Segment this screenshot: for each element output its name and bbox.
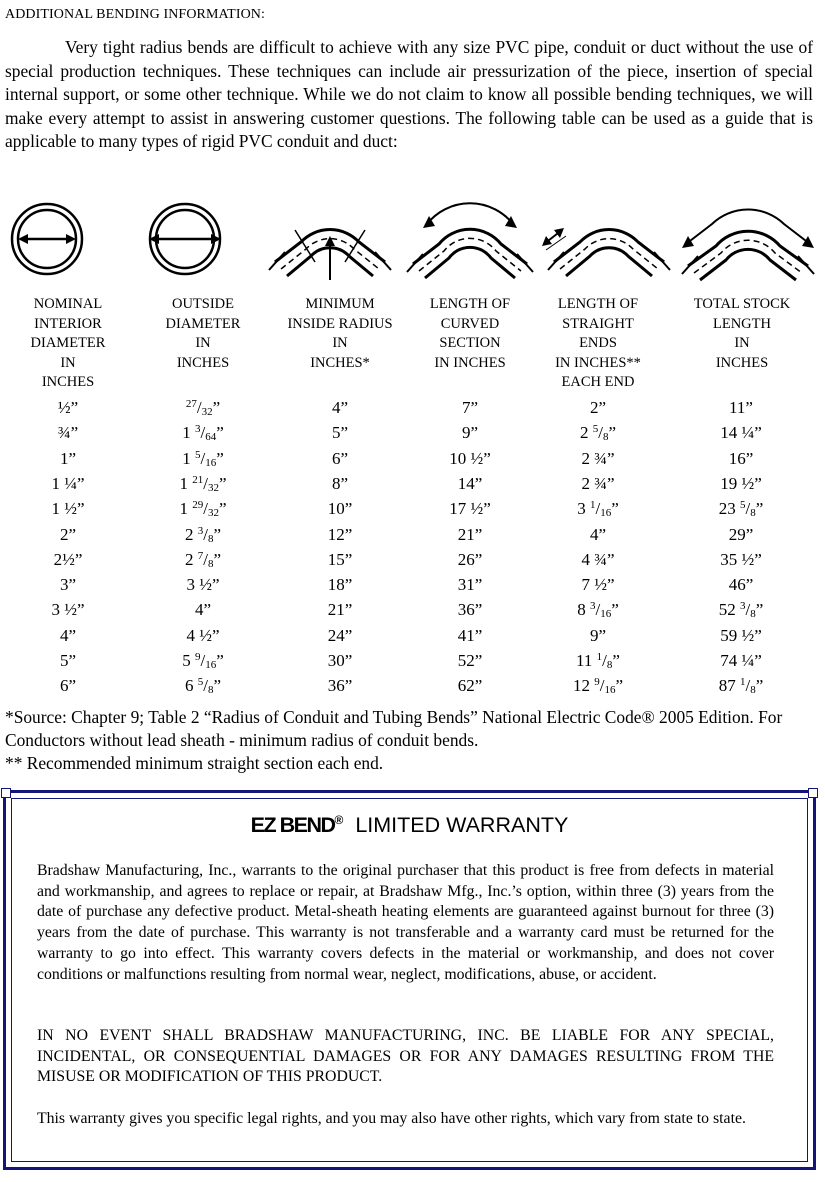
table-cell: 26” [457, 549, 483, 569]
warranty-paragraph-3: This warranty gives you specific legal rights, and you may also have other rights, which vary from state to state. [37, 1110, 746, 1127]
table-row [0, 575, 825, 600]
header-line: IN [332, 335, 348, 351]
table-cell: 10 ½” [449, 448, 491, 468]
table-row [0, 600, 825, 625]
table-cell: 18” [327, 575, 353, 595]
table-cell: 6” [59, 676, 77, 696]
header-line: MINIMUM [305, 296, 375, 312]
table-cell: 24” [327, 625, 353, 645]
table-cell: 7” [461, 398, 479, 417]
header-line: EACH END [561, 374, 635, 390]
bend-curved-length-icon [405, 194, 535, 282]
table-cell: 5 $^9/_{16}$” [182, 651, 224, 671]
table-cell: 2 $^3/_8$” [184, 524, 222, 545]
table-row [0, 550, 825, 575]
header-minimum-inside-radius [270, 295, 410, 373]
table-cell: 2 $^5/_8$” [579, 423, 617, 444]
table-cell: 3 $^1/_{16}$” [577, 499, 619, 520]
header-line: INCHES* [310, 354, 370, 371]
header-line: INCHES [41, 374, 95, 390]
header-line: CURVED [440, 315, 500, 332]
table-cell: 74 ¼” [720, 651, 762, 670]
header-line: DIAMETER [30, 335, 106, 351]
table-cell: 19 ½” [720, 473, 762, 493]
table-cell: 4 ¾” [581, 549, 615, 569]
table-cell: 5” [331, 423, 349, 443]
table-cell: 11” [729, 398, 753, 417]
header-line: ENDS [579, 335, 617, 351]
table-cell: 12” [327, 524, 353, 544]
header-line: LENGTH [713, 315, 771, 332]
table-cell: 15” [327, 549, 353, 569]
warranty-box [3, 790, 816, 1170]
table-cell: 2 ¾” [581, 448, 615, 468]
table-cell: $^{27}/_{32}$” [185, 398, 221, 418]
header-line: OUTSIDE [171, 296, 235, 312]
table-cell: 4” [194, 600, 212, 620]
table-cell: 29” [728, 524, 754, 544]
table-cell: 59 ½” [720, 625, 762, 645]
bend-straight-ends-icon [540, 200, 675, 282]
header-line: NOMINAL [33, 296, 103, 312]
table-cell: 14 ¼” [720, 423, 762, 443]
table-cell: 31” [457, 575, 483, 595]
table-cell: 11 $^1/_8$” [576, 651, 620, 671]
corner-handle [808, 788, 818, 798]
table-row [0, 651, 825, 676]
header-line: IN INCHES** [555, 354, 641, 371]
footnote-source: *Source: Chapter 9; Table 2 “Radius of Conduit and Tubing Bends” National Electric Code® 2005 Edition. For Conductors without lead sheath - minimum radius of conduit bends. [5, 707, 783, 750]
table-cell: 21” [327, 600, 353, 620]
table-cell: 52 $^3/_8$” [718, 600, 764, 621]
header-line: SECTION [439, 335, 501, 351]
header-line: INCHES [715, 354, 769, 371]
table-cell: 2” [589, 398, 607, 417]
header-line: IN INCHES [434, 354, 506, 371]
table-cell: 2 $^7/_8$” [184, 549, 222, 570]
table-cell: 2 ¾” [581, 473, 615, 493]
header-straight-ends-length [538, 295, 658, 393]
table-cell: 30” [327, 651, 353, 670]
table-cell: 4” [59, 625, 77, 645]
table-cell: 9” [461, 423, 479, 443]
table-row [0, 474, 825, 499]
header-line: INTERIOR [34, 315, 102, 332]
table-row [0, 398, 825, 423]
pipe-outside-diameter-icon [145, 202, 225, 276]
table-cell: 6” [331, 448, 349, 468]
table-cell: 1 ¼” [51, 473, 85, 493]
table-cell: ½” [57, 398, 79, 417]
registered-mark: ® [334, 813, 344, 827]
table-cell: 35 ½” [720, 549, 762, 569]
table-cell: 10” [327, 499, 353, 519]
table-cell: 62” [457, 676, 483, 696]
table-cell: 36” [457, 600, 483, 620]
table-cell: 4” [589, 524, 607, 544]
brand-name: EZ BEND [250, 813, 335, 837]
header-nominal-interior-diameter [8, 295, 128, 393]
footnotes [5, 706, 817, 775]
table-cell: 3” [59, 575, 77, 595]
table-row [0, 525, 825, 550]
table-row [0, 676, 825, 701]
table-cell: 23 $^5/_8$” [718, 499, 764, 520]
table-row [0, 626, 825, 651]
header-total-stock-length [672, 295, 812, 373]
table-cell: 2” [59, 524, 77, 544]
table-cell: 16” [728, 448, 754, 468]
header-line: IN [60, 354, 76, 371]
table-cell: 41” [457, 625, 483, 645]
table-cell: 12 $^9/_{16}$” [572, 676, 624, 697]
table-cell: 8” [331, 473, 349, 493]
table-cell: 52” [457, 651, 483, 670]
table-cell: 36” [327, 676, 353, 696]
header-line: IN [195, 335, 211, 351]
section-heading: ADDITIONAL BENDING INFORMATION: [5, 7, 266, 22]
header-line: LENGTH OF [429, 296, 511, 312]
table-cell: 1” [59, 448, 77, 468]
table-cell: 14” [457, 473, 483, 493]
table-row [0, 423, 825, 448]
header-line: DIAMETER [165, 315, 241, 332]
bend-diagrams [0, 192, 825, 292]
table-cell: 17 ½” [449, 499, 491, 519]
warranty-paragraph-2: IN NO EVENT SHALL BRADSHAW MANUFACTURING, INC. BE LIABLE FOR ANY SPECIAL, INCIDENTAL, OR CONSEQUENTIAL DAMAGES OR FOR ANY DAMAGES RESULTING FROM THE MISUSE OR MODIFICATION OF THIS PRODUCT. [37, 1027, 774, 1086]
table-cell: 4 ½” [186, 625, 220, 645]
table-cell: 1 $^5/_{16}$” [182, 448, 224, 469]
footnote-straight-section: ** Recommended minimum straight section each end. [5, 753, 384, 773]
header-line: STRAIGHT [562, 315, 634, 332]
table-cell: 8 $^3/_{16}$” [577, 600, 619, 621]
warranty-paragraph-1: Bradshaw Manufacturing, Inc., warrants to the original purchaser that this product is free from defects in material and workmanship, and agrees to replace or repair, at Bradshaw Mfg., Inc.’s option, within three (3) years from the date of purchase any defective product. Metal-sheath heating elements are guaranteed against burnout for three (3) years from the date of purchase. This warranty is not transferable and a warranty card must be returned for the warranty to go into effect. This warranty covers defects in the material or workmanship, and does not cover conditions or malfunctions resulting from normal wear, neglect, modifications, abuse, or accident. [37, 862, 774, 983]
table-row [0, 499, 825, 524]
table-cell: 3 ½” [51, 600, 85, 620]
header-line: INCHES [176, 354, 230, 371]
header-line: IN [734, 335, 750, 351]
warranty-title [6, 813, 813, 838]
table-cell: 6 $^5/_8$” [184, 676, 222, 697]
table-cell: 87 $^1/_8$” [718, 676, 764, 697]
table-cell: 3 ½” [186, 575, 220, 595]
table-cell: 21” [457, 524, 483, 544]
intro-paragraph [5, 36, 813, 154]
table-row [0, 449, 825, 474]
intro-text: Very tight radius bends are difficult to achieve with any size PVC pipe, conduit or duct without the use of special production techniques. These techniques can include air pressurization of the piece, insertion of special internal support, or some other technique. While we do not claim to know all possible bending techniques, we will make every attempt to assist in answering customer questions. The following table can be used as a guide that is applicable to many types of rigid PVC conduit and duct: [5, 37, 813, 151]
table-cell: 5” [59, 651, 77, 670]
warranty-heading: LIMITED WARRANTY [355, 813, 569, 837]
header-curved-section-length [410, 295, 530, 373]
table-cell: 4” [331, 398, 349, 417]
header-line: LENGTH OF [557, 296, 639, 312]
table-cell: 1 $^3/_{64}$” [182, 423, 224, 444]
table-cell: 9” [589, 625, 607, 645]
header-line: INSIDE RADIUS [287, 315, 393, 332]
header-line: TOTAL STOCK [693, 296, 791, 312]
table-cell: 7 ½” [581, 575, 615, 595]
table-cell: 46” [728, 575, 754, 595]
table-cell: 2½” [53, 549, 83, 569]
bend-total-length-icon [678, 192, 818, 284]
table-cell: ¾” [57, 423, 79, 443]
bend-inside-radius-icon [265, 200, 395, 282]
table-cell: 1 ½” [51, 499, 85, 519]
table-cell: 1 $^{21}/_{32}$” [179, 473, 227, 494]
corner-handle [1, 788, 11, 798]
table-cell: 1 $^{29}/_{32}$” [179, 499, 227, 520]
header-outside-diameter [143, 295, 263, 373]
pipe-interior-diameter-icon [10, 202, 84, 276]
